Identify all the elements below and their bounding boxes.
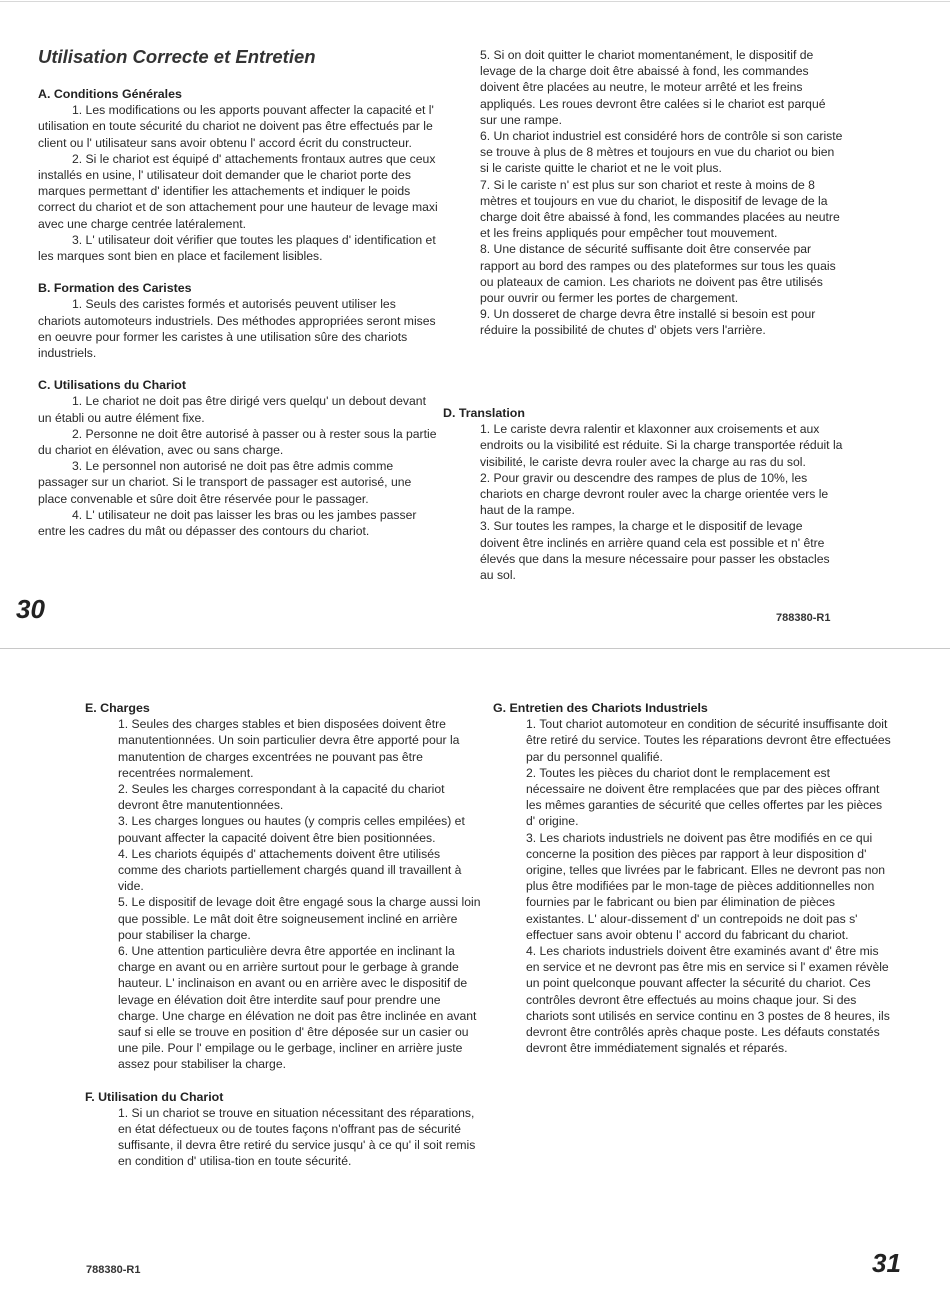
section-g-item: 1. Tout chariot automoteur en condition de sécurité insuffisante doit être retiré du service. Toutes les réparations devront être effectuées par du personnel qualifié. — [526, 717, 891, 764]
section-d-heading: D. Translation — [443, 406, 525, 420]
page-30 — [0, 0, 950, 650]
right-column — [480, 47, 844, 339]
section-a-item: 2. Si le chariot est équipé d' attachements frontaux autres que ceux installés en usine, l' utilisateur doit demander que le chariot porte des marques permettant d' identifier les attachements et indiquer le poids correct du chariot et de son attachement pour une hauteur de levage maxi avec une charge centrée latéralement. — [38, 151, 438, 231]
section-c-item: 4. L' utilisateur ne doit pas laisser les bras ou les jambes passer entre les cadres du mât ou dépasser des contours du chariot. — [38, 507, 417, 539]
left-column — [38, 86, 440, 539]
section-c-item: 6. Un chariot industriel est considéré hors de contrôle si son cariste se trouve à plus de 8 mètres et toujours en vue du chariot ou bien si le cariste quitte le chariot et ne le voit plus. — [480, 129, 843, 176]
section-d — [443, 405, 843, 583]
section-f — [85, 1089, 483, 1170]
section-e-item: 2. Seules les charges correspondant à la capacité du chariot devront être manutentionnées. — [118, 782, 445, 813]
section-c-item: 3. Le personnel non autorisé ne doit pas être admis comme passager sur un chariot. Si le transport de passager est autorisé, une place convenable et sûre doit être réservée pour le passager. — [38, 459, 412, 506]
section-c-item: 5. Si on doit quitter le chariot momentanément, le dispositif de levage de la charge doit être abaissé à fond, les commandes doivent être placées au neutre, le moteur arrêté et les freins appliqués. Les roues devront être calées si le chariot est parqué sur une rampe. — [480, 48, 826, 127]
section-e-item: 4. Les chariots équipés d' attachements doivent être utilisés comme des chariots partiellement chargés quand ill travaillent à vide. — [118, 846, 462, 894]
section-c-item: 1. Le chariot ne doit pas être dirigé vers quelqu' un debout devant un établi ou autre élément fixe. — [38, 394, 426, 425]
section-e-item: 5. Le dispositif de levage doit être engagé sous la charge aussi loin que possible. Le mât doit être soigneusement incliné en arrière pour stabiliser la charge. — [118, 895, 481, 942]
document-reference: 788380-R1 — [86, 1264, 141, 1276]
section-g-heading: G. Entretien des Chariots Industriels — [493, 701, 708, 715]
left-column — [85, 700, 483, 1170]
section-d-item: 3. Sur toutes les rampes, la charge et le dispositif de levage doivent être inclinés en arrière quand cela est possible et n' être élevés que dans la mesure nécessaire pour passer les obstacles au sol. — [480, 519, 830, 583]
page-divider — [0, 648, 950, 649]
section-d-item: 1. Le cariste devra ralentir et klaxonner aux croisements et aux endroits ou la visibilité est réduite. Si la charge transportée réduit la visibilité, le cariste devra rouler avec la charge au ras du sol. — [480, 422, 843, 469]
section-e-item: 3. Les charges longues ou hautes (y compris celles empilées) et pouvant affecter la capacité doivent être bien positionnées. — [118, 814, 465, 845]
section-e-heading: E. Charges — [85, 701, 150, 715]
section-g-item: 3. Les chariots industriels ne doivent pas être modifiés en ce qui concerne la position des pièces par rapport à leur disposition d' origine, telles que livrées par le fabricant. Elles ne devront pas non plus être modifiées par le mon-tage de pièces additionnelles non fournies par le fabricant ou bien par élimination de pièces existantes. L' alour-dissement d' un contrepoids ne doit pas s' effectuer sans avoir obtenu l' accord du fabricant du chariot. — [526, 830, 886, 942]
section-b-item: 1. Seuls des caristes formés et autorisés peuvent utiliser les chariots automoteurs industriels. Des méthodes appropriées seront mises en oeuvre pour former les caristes à une utilisation sûre des chariots industriels. — [38, 297, 436, 361]
section-g-item: 4. Les chariots industriels doivent être examinés avant d' être mis en service et ne devront pas être mis en service si l' examen révèle un point quelconque pouvant affecter la sécurité du chariot. Ces contrôles devront être effectués au moins chaque jour. Si des chariots sont utilisés en service continu en 3 postes de 8 heures, ils devront être contrôlés après chaque poste. Les défauts constatés devront être immédiatement signalés et réparés. — [526, 944, 890, 1056]
page-number: 30 — [16, 594, 45, 624]
section-e-item: 1. Seules des charges stables et bien disposées doivent être manutentionnées. Un soin particulier devra être apporté pour la manutention de charges excentrées ne pouvant pas être recentrées normalement. — [118, 717, 460, 780]
section-g-item: 2. Toutes les pièces du chariot dont le remplacement est nécessaire ne doivent être remplacées que par des pièces offrant les mêmes garanties de sécurité que celles offertes par les pièces d' origine. — [526, 765, 883, 829]
page-title: Utilisation Correcte et Entretien — [38, 46, 316, 67]
section-a — [38, 86, 440, 264]
section-c-heading: C. Utilisations du Chariot — [38, 378, 187, 393]
section-a-item: 3. L' utilisateur doit vérifier que toutes les plaques d' identification et les marques sont bien en place et facilement lisibles. — [38, 232, 436, 264]
section-e — [85, 700, 483, 1073]
page-number: 31 — [872, 1248, 901, 1278]
document-reference: 788380-R1 — [776, 612, 831, 624]
section-a-item: 1. Les modifications ou les apports pouvant affecter la capacité et l' utilisation en toute sécurité du chariot ne doivent pas être effectués par le client ou l' utilisateur sans avoir obtenu l' accord écrit du constructeur. — [38, 103, 434, 150]
section-c — [38, 377, 440, 539]
section-g — [493, 700, 891, 1056]
section-c-item: 9. Un dosseret de charge devra être installé si besoin est pour réduire la possibilité de chutes d' objets vers l'arrière. — [480, 307, 816, 338]
section-e-item: 6. Une attention particulière devra être apportée en inclinant la charge en avant ou en arrière surtout pour le gerbage à grande hauteur. L' inclinaison en avant ou en arrière avec le dispositif de levage en élévation doit être interdite sauf pour prendre une charge. Une charge en élévation ne doit pas être inclinée en avant sauf si elle se trouve en position d' être déposée sur un casier ou une pile. Pour l' empilage ou le gerbage, incliner en arrière juste assez pour stabiliser la charge. — [118, 944, 477, 1072]
section-c-item: 2. Personne ne doit être autorisé à passer ou à rester sous la partie du chariot en élévation, avec ou sans charge. — [38, 426, 437, 458]
section-c-continued — [480, 47, 844, 339]
section-c-item: 8. Une distance de sécurité suffisante doit être conservée par rapport au bord des rampes ou des plateformes sur tous les quais ou plateaux de camion. Les chariots ne doivent pas être utilisés pour ouvrir ou fermer les portes de chargement. — [480, 242, 836, 306]
right-column — [493, 700, 891, 1056]
page-31 — [0, 650, 950, 1307]
section-f-heading: F. Utilisation du Chariot — [85, 1089, 224, 1104]
section-c-item: 7. Si le cariste n' est plus sur son chariot et reste à moins de 8 mètres et toujours en vue du chariot, le dispositif de levage de la charge doit être abaissé à fond, les commandes placées au neutre et les freins appliqués pour empêcher tout mouvement. — [480, 177, 840, 241]
section-d-item: 2. Pour gravir ou descendre des rampes de plus de 10%, les chariots en charge devront rouler avec la charge orientée vers le haut de la rampe. — [480, 470, 829, 518]
section-f-item: 1. Si un chariot se trouve en situation nécessitant des réparations, en état défectueux ou de toutes façons n'offrant pas de sécurité suffisante, il devra être retiré du service jusqu' à ce qu' il soit remis en condition d' utilisa-tion en toute sécurité. — [118, 1105, 476, 1169]
section-b-heading: B. Formation des Caristes — [38, 281, 192, 296]
section-a-heading: A. Conditions Générales — [38, 87, 182, 101]
section-b — [38, 280, 440, 361]
